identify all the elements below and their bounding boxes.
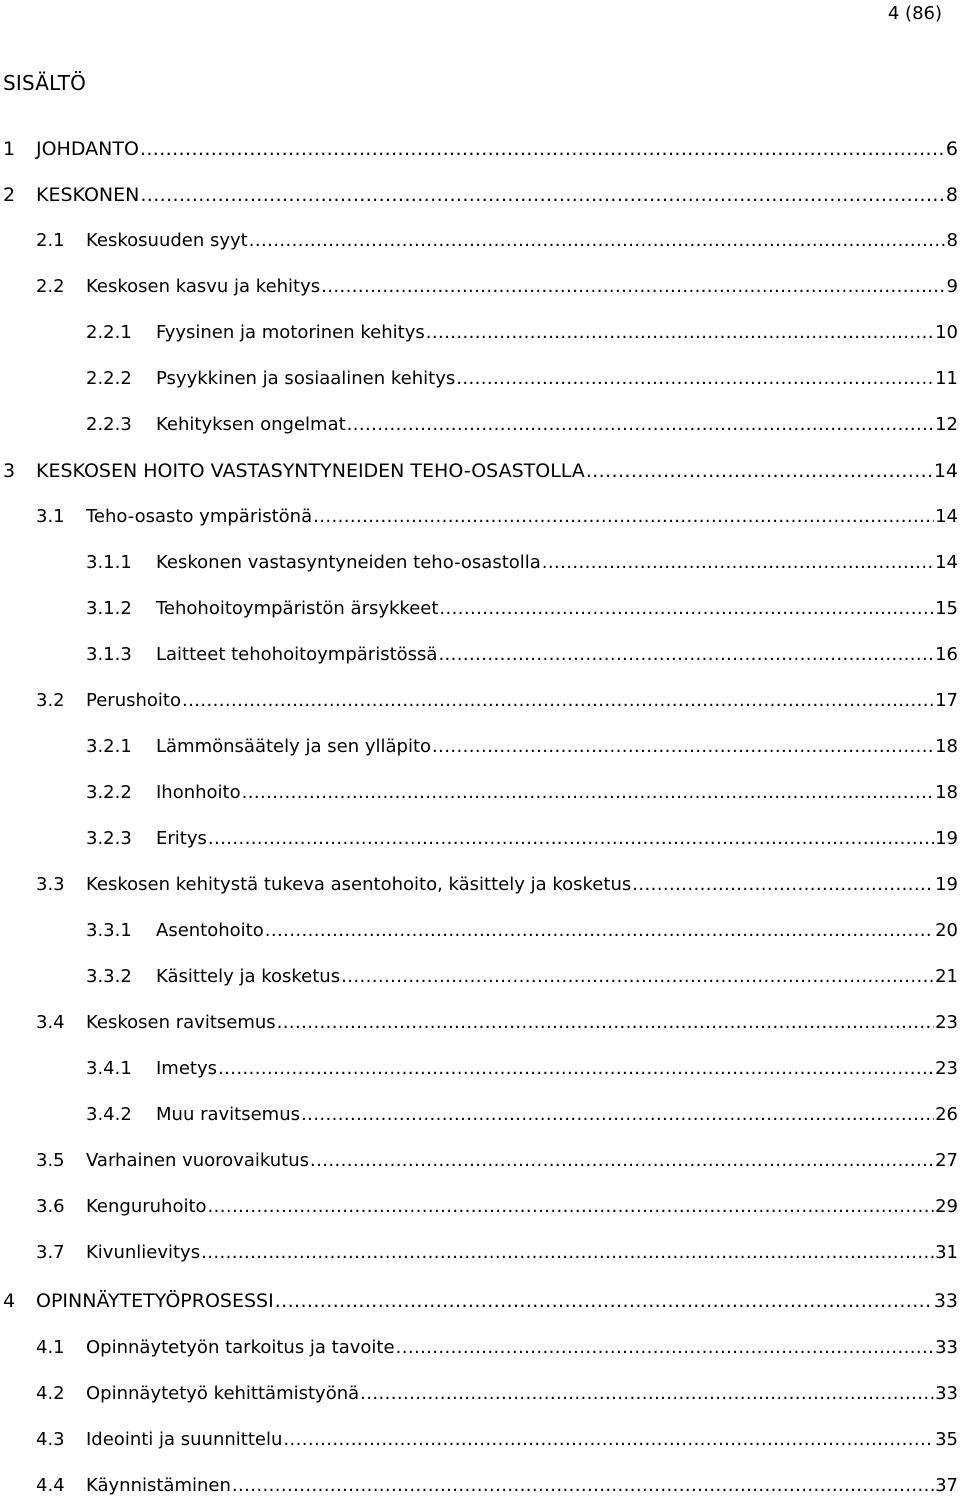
dot-leader <box>140 138 945 160</box>
toc-entry-page: 16 <box>935 644 958 665</box>
toc-entry-number: 3.5 <box>36 1150 65 1171</box>
toc-entry-number: 3.4 <box>36 1012 65 1033</box>
toc-entry-page: 18 <box>935 782 958 803</box>
dot-leader <box>360 1383 934 1405</box>
toc-entry-number: 4.3 <box>36 1429 65 1450</box>
toc-entry-3-7[interactable] <box>36 1238 958 1264</box>
toc-entry-title: Perushoito <box>86 690 181 711</box>
toc-entry-page: 14 <box>935 506 958 527</box>
toc-entry-3-3[interactable] <box>36 870 958 896</box>
toc-entry-number: 3.3.1 <box>86 920 132 941</box>
toc-entry-2-2-3[interactable] <box>86 410 958 436</box>
toc-entry-number: 3.2 <box>36 690 65 711</box>
dot-leader <box>347 414 934 436</box>
toc-entry-4-1[interactable] <box>36 1333 958 1359</box>
toc-entry-page: 21 <box>935 966 958 987</box>
dot-leader <box>232 1475 934 1497</box>
toc-entry-3-1-1[interactable] <box>86 548 958 574</box>
toc-entry-title: Fyysinen ja motorinen kehitys <box>156 322 425 343</box>
toc-entry-3-4-1[interactable] <box>86 1054 958 1080</box>
toc-entry-page: 18 <box>935 736 958 757</box>
toc-entry-title: KESKONEN <box>36 184 140 206</box>
toc-entry-number: 3.4.2 <box>86 1104 132 1125</box>
toc-entry-title: Lämmönsäätely ja sen ylläpito <box>156 736 432 757</box>
toc-entry-page: 11 <box>935 368 958 389</box>
toc-entry-3-3-2[interactable] <box>86 962 958 988</box>
dot-leader <box>396 1337 935 1359</box>
toc-entry-3[interactable] <box>3 456 958 482</box>
toc-entry-3-4[interactable] <box>36 1008 958 1034</box>
dot-leader <box>439 598 934 620</box>
toc-entry-2-2-1[interactable] <box>86 318 958 344</box>
toc-entry-title: Kehityksen ongelmat <box>156 414 346 435</box>
toc-entry-page: 27 <box>935 1150 958 1171</box>
toc-entry-2-1[interactable] <box>36 226 958 252</box>
dot-leader <box>438 644 934 666</box>
toc-entry-title: KESKOSEN HOITO VASTASYNTYNEIDEN TEHO-OSASTOLLA <box>36 460 585 482</box>
dot-leader <box>341 966 934 988</box>
toc-entry-title: Keskonen vastasyntyneiden teho-osastolla <box>156 552 541 573</box>
toc-entry-number: 4 <box>3 1290 16 1312</box>
toc-entry-3-1-3[interactable] <box>86 640 958 666</box>
toc-entry-title: Ihonhoito <box>156 782 241 803</box>
toc-entry-number: 3 <box>3 460 16 482</box>
dot-leader <box>275 1290 933 1312</box>
toc-entry-title: Tehohoitoympäristön ärsykkeet <box>156 598 439 619</box>
toc-entry-title: JOHDANTO <box>36 138 139 160</box>
toc-entry-page: 33 <box>935 1383 958 1404</box>
dot-leader <box>426 322 934 344</box>
toc-entry-number: 2.2.3 <box>86 414 132 435</box>
toc-entry-title: Keskosuuden syyt <box>86 230 248 251</box>
toc-entry-number: 3.1 <box>36 506 65 527</box>
dot-leader <box>586 460 933 482</box>
toc-entry-title: Asentohoito <box>156 920 264 941</box>
toc-entry-title: Kivunlievitys <box>86 1242 201 1263</box>
toc-entry-number: 3.1.1 <box>86 552 132 573</box>
toc-entry-number: 2.1 <box>36 230 65 251</box>
toc-entry-number: 4.2 <box>36 1383 65 1404</box>
dot-leader <box>432 736 934 758</box>
dot-leader <box>208 828 934 850</box>
dot-leader <box>321 276 945 298</box>
toc-entry-number: 2.2 <box>36 276 65 297</box>
toc-entry-page: 31 <box>935 1242 958 1263</box>
toc-entry-page: 23 <box>935 1058 958 1079</box>
dot-leader <box>182 690 934 712</box>
toc-entry-title: Eritys <box>156 828 207 849</box>
toc-entry-page: 23 <box>935 1012 958 1033</box>
toc-entry-3-2-3[interactable] <box>86 824 958 850</box>
toc-entry-number: 2.2.1 <box>86 322 132 343</box>
toc-entry-3-5[interactable] <box>36 1146 958 1172</box>
toc-entry-title: Keskosen ravitsemus <box>86 1012 276 1033</box>
dot-leader <box>277 1012 934 1034</box>
dot-leader <box>218 1058 934 1080</box>
toc-entry-4[interactable] <box>3 1286 958 1312</box>
toc-entry-page: 14 <box>933 460 958 482</box>
toc-entry-number: 3.1.2 <box>86 598 132 619</box>
toc-entry-3-1-2[interactable] <box>86 594 958 620</box>
toc-entry-1[interactable] <box>3 134 958 160</box>
dot-leader <box>265 920 934 942</box>
toc-entry-number: 2.2.2 <box>86 368 132 389</box>
dot-leader <box>242 782 934 804</box>
toc-entry-4-4[interactable] <box>36 1471 958 1497</box>
dot-leader <box>456 368 934 390</box>
toc-title: SISÄLTÖ <box>3 71 87 95</box>
toc-entry-title: Imetys <box>156 1058 218 1079</box>
toc-entry-number: 3.2.3 <box>86 828 132 849</box>
dot-leader <box>283 1429 934 1451</box>
dot-leader <box>140 184 945 206</box>
toc-entry-title: Opinnäytetyön tarkoitus ja tavoite <box>86 1337 395 1358</box>
toc-entry-page: 9 <box>946 276 958 297</box>
toc-entry-page: 33 <box>933 1290 958 1312</box>
toc-entry-title: Käynnistäminen <box>86 1475 231 1496</box>
toc-entry-number: 4.4 <box>36 1475 65 1496</box>
dot-leader <box>542 552 934 574</box>
toc-entry-number: 3.7 <box>36 1242 65 1263</box>
toc-entry-page: 6 <box>945 138 958 160</box>
toc-entry-3-2-2[interactable] <box>86 778 958 804</box>
toc-entry-page: 14 <box>935 552 958 573</box>
toc-entry-page: 37 <box>935 1475 958 1496</box>
toc-entry-number: 3.1.3 <box>86 644 132 665</box>
toc-entry-page: 12 <box>935 414 958 435</box>
toc-entry-number: 3.2.2 <box>86 782 132 803</box>
toc-entry-number: 3.2.1 <box>86 736 132 757</box>
toc-entry-page: 26 <box>935 1104 958 1125</box>
toc-entry-title: Teho-osasto ympäristönä <box>86 506 313 527</box>
toc-entry-number: 3.3.2 <box>86 966 132 987</box>
toc-entry-page: 29 <box>935 1196 958 1217</box>
dot-leader <box>301 1104 934 1126</box>
toc-entry-3-6[interactable] <box>36 1192 958 1218</box>
toc-entry-title: Keskosen kasvu ja kehitys <box>86 276 321 297</box>
toc-entry-4-3[interactable] <box>36 1425 958 1451</box>
toc-entry-page: 8 <box>945 184 958 206</box>
toc-entry-title: Varhainen vuorovaikutus <box>86 1150 309 1171</box>
toc-entry-3-2-1[interactable] <box>86 732 958 758</box>
toc-entry-page: 20 <box>935 920 958 941</box>
toc-entry-page: 19 <box>935 874 958 895</box>
dot-leader <box>313 506 934 528</box>
toc-entry-number: 1 <box>3 138 16 160</box>
toc-entry-2[interactable] <box>3 180 958 206</box>
dot-leader <box>310 1150 934 1172</box>
toc-entry-number: 3.4.1 <box>86 1058 132 1079</box>
toc-entry-page: 35 <box>935 1429 958 1450</box>
toc-entry-title: OPINNÄYTETYÖPROSESSI <box>36 1290 274 1312</box>
toc-entry-page: 10 <box>935 322 958 343</box>
dot-leader <box>632 874 934 896</box>
dot-leader <box>201 1242 934 1264</box>
toc-entry-title: Opinnäytetyö kehittämistyönä <box>86 1383 360 1404</box>
toc-entry-number: 3.6 <box>36 1196 65 1217</box>
toc-entry-title: Kenguruhoito <box>86 1196 207 1217</box>
toc-entry-number: 4.1 <box>36 1337 65 1358</box>
toc-entry-title: Käsittely ja kosketus <box>156 966 341 987</box>
dot-leader <box>249 230 946 252</box>
toc-entry-page: 17 <box>935 690 958 711</box>
toc-entry-title: Ideointi ja suunnittelu <box>86 1429 283 1450</box>
toc-entry-title: Keskosen kehitystä tukeva asentohoito, käsittely ja kosketus <box>86 874 632 895</box>
toc-entry-3-1[interactable] <box>36 502 958 528</box>
toc-entry-3-2[interactable] <box>36 686 958 712</box>
page-number: 4 (86) <box>887 3 942 24</box>
toc-entry-4-2[interactable] <box>36 1379 958 1405</box>
toc-entry-2-2[interactable] <box>36 272 958 298</box>
toc-entry-number: 2 <box>3 184 16 206</box>
toc-entry-number: 3.3 <box>36 874 65 895</box>
toc-entry-2-2-2[interactable] <box>86 364 958 390</box>
toc-entry-page: 8 <box>946 230 958 251</box>
toc-entry-page: 33 <box>935 1337 958 1358</box>
toc-entry-3-3-1[interactable] <box>86 916 958 942</box>
toc-entry-page: 15 <box>935 598 958 619</box>
toc-entry-title: Laitteet tehohoitoympäristössä <box>156 644 438 665</box>
toc-entry-title: Muu ravitsemus <box>156 1104 300 1125</box>
toc-entry-page: 19 <box>935 828 958 849</box>
dot-leader <box>208 1196 935 1218</box>
toc-entry-title: Psyykkinen ja sosiaalinen kehitys <box>156 368 456 389</box>
toc-entry-3-4-2[interactable] <box>86 1100 958 1126</box>
